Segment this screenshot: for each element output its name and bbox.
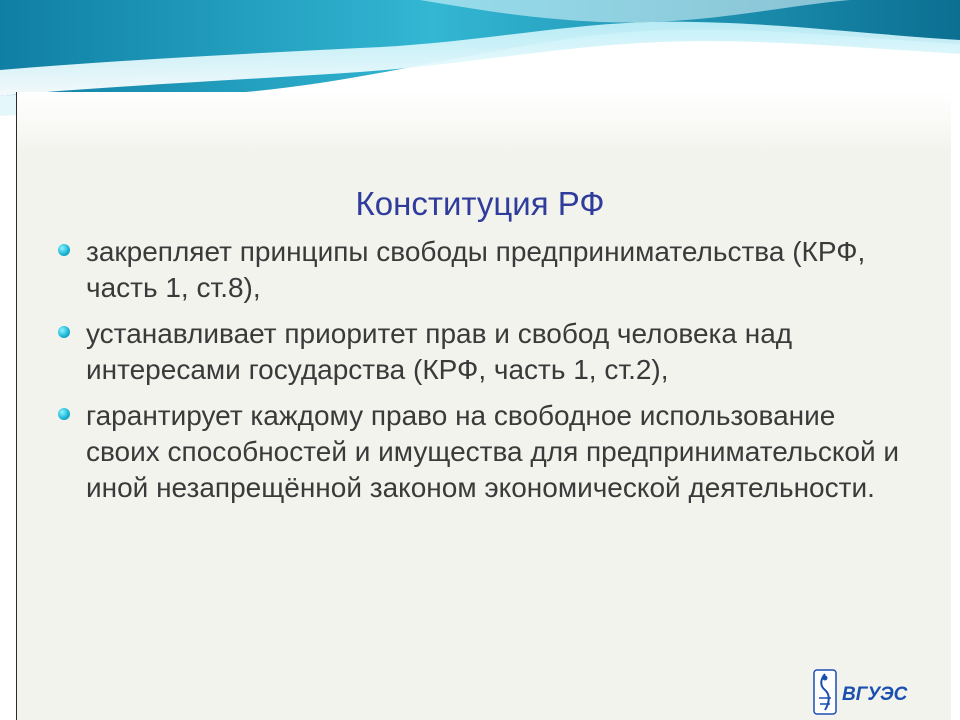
emblem-icon (814, 670, 836, 714)
bullet-text: закрепляет принципы свободы предпринимательства (КРФ, часть 1, ст.8), (86, 236, 866, 303)
slide-title: Конституция РФ (355, 185, 605, 222)
bullet-text: гарантирует каждому право на свободное использование своих способностей и имущества для предпринимательской и иной незапрещённой законом экономической деятельности. (86, 400, 900, 503)
bullet-item (56, 398, 916, 506)
bullet-list (56, 234, 916, 516)
university-logo (812, 668, 932, 716)
bullet-dot-icon (58, 326, 70, 338)
bullet-dot-icon (58, 244, 70, 256)
logo-text: ВГУЭС (842, 684, 908, 705)
bullet-item (56, 316, 916, 388)
bullet-dot-icon (58, 408, 70, 420)
bullet-text: устанавливает приоритет прав и свобод человека над интересами государства (КРФ, часть 1, ст.2), (86, 318, 793, 385)
bullet-item (56, 234, 916, 306)
